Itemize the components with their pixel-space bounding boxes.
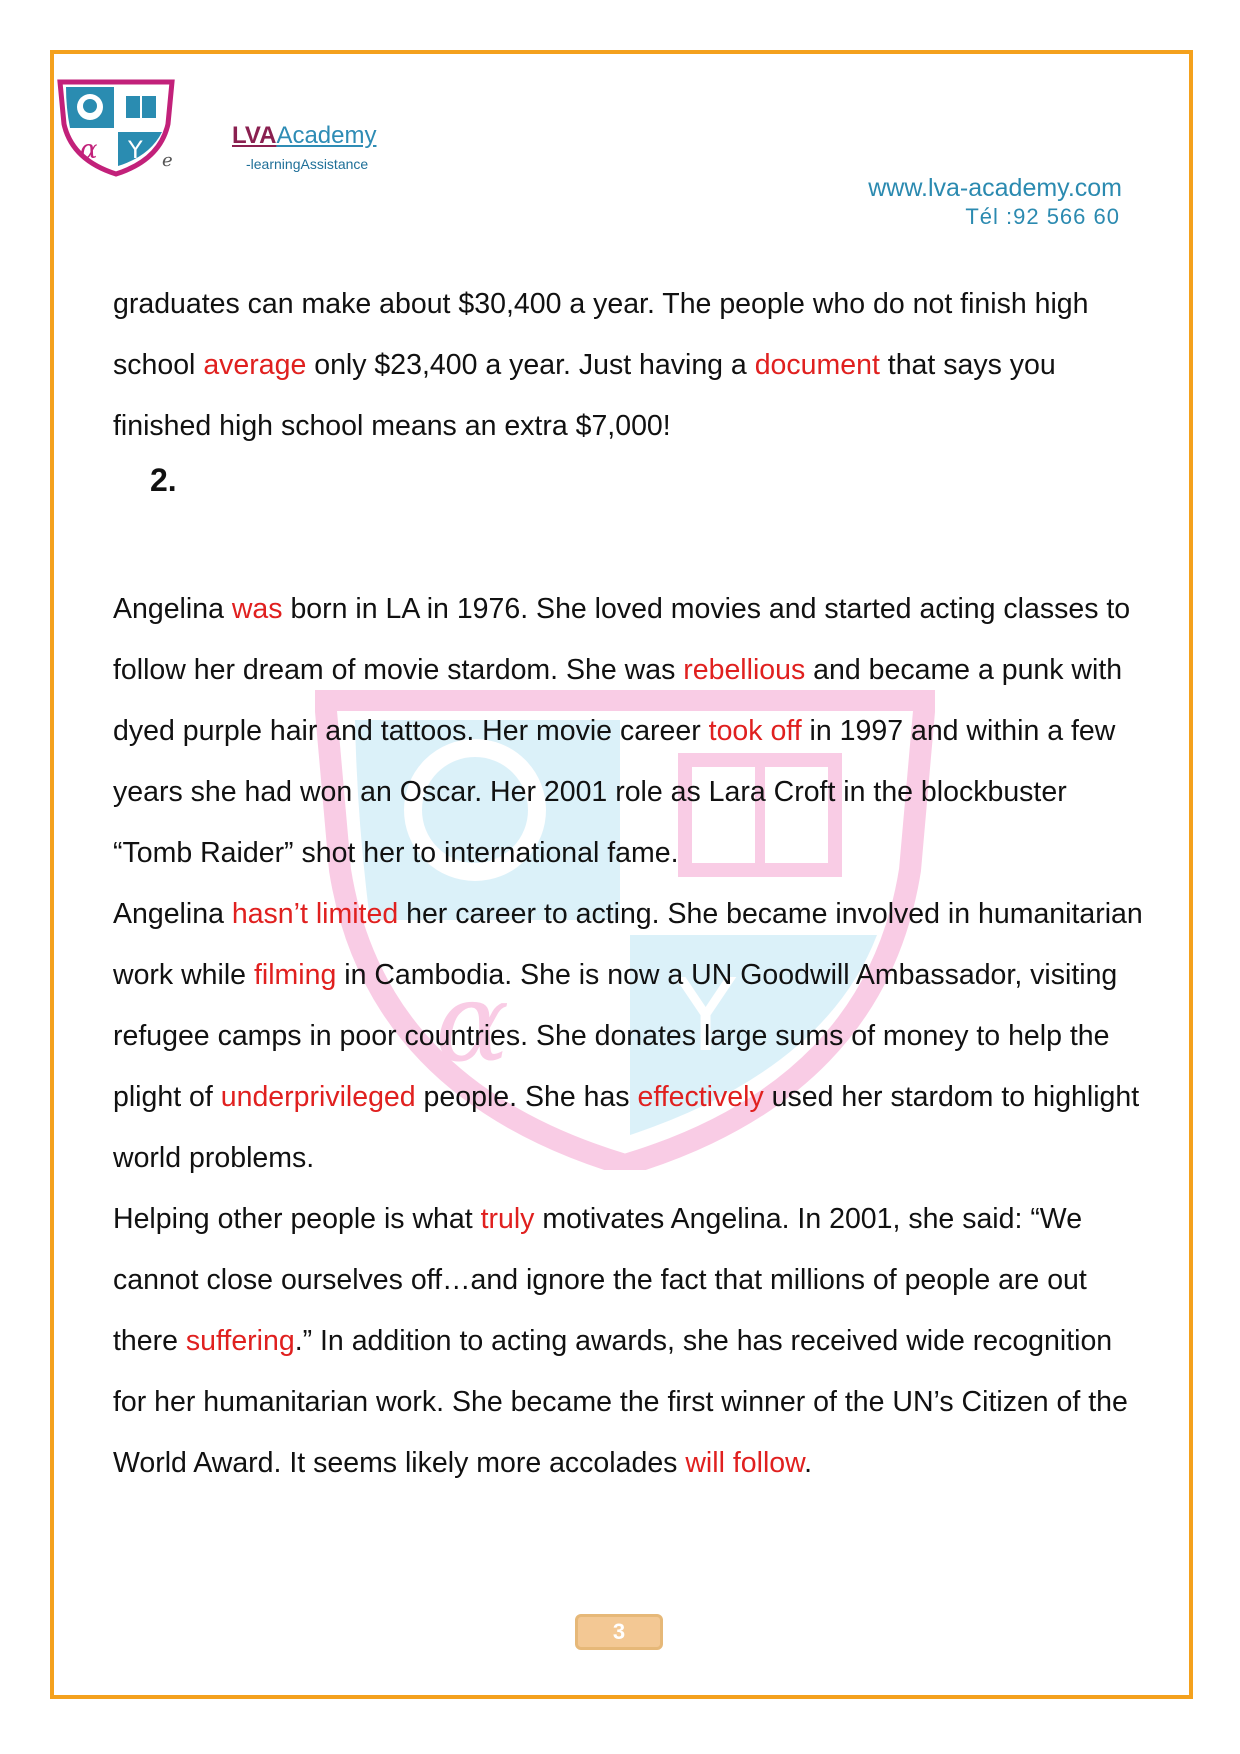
text-run: Angelina bbox=[113, 898, 232, 930]
brand-academy: Academy bbox=[276, 122, 377, 149]
section-number: 2. bbox=[150, 462, 177, 498]
website-link[interactable]: www.lva-academy.com bbox=[868, 174, 1122, 202]
text-run: Angelina bbox=[113, 593, 232, 625]
text-run: that says you finished high school means an extra $7,000! bbox=[113, 349, 1056, 442]
highlighted-word: filming bbox=[253, 959, 337, 991]
text-run: .” In addition to acting awards, she has received wide recognition for her humanitarian work. She became the first winner of the UN’s Citizen of the World Award. It seems likely more accolades bbox=[113, 1325, 1128, 1479]
paragraph-motivation bbox=[113, 1189, 1143, 1494]
text-run: in 1997 and within a few years she had won an Oscar. Her 2001 role as Lara Croft in the blockbuster “Tomb Raider” shot her to international fame. bbox=[113, 715, 1116, 869]
svg-text:Y: Y bbox=[128, 136, 143, 164]
highlighted-word: average bbox=[203, 349, 307, 381]
text-run: only $23,400 a year. Just having a bbox=[306, 349, 755, 381]
highlighted-word: rebellious bbox=[683, 654, 806, 686]
paragraph-humanitarian bbox=[113, 884, 1143, 1189]
text-run: graduates can make about $30,400 a year. The people who do not finish high school bbox=[113, 288, 1089, 381]
academy-logo bbox=[56, 78, 176, 178]
document-body bbox=[113, 274, 1143, 1494]
text-run: people. She has bbox=[415, 1081, 638, 1113]
page-number: 3 bbox=[575, 1614, 663, 1650]
highlighted-word: document bbox=[754, 349, 880, 381]
svg-text:Y: Y bbox=[675, 957, 737, 1074]
text-run: in Cambodia. She is now a UN Goodwill Ambassador, visiting refugee camps in poor countries. She donates large sums of money to help the plight of bbox=[113, 959, 1118, 1113]
highlighted-word: effectively bbox=[637, 1081, 764, 1113]
brand-subtitle: -learningAssistance bbox=[246, 156, 369, 172]
text-run: born in LA in 1976. She loved movies and started acting classes to follow her dream of movie stardom. She was bbox=[113, 593, 1131, 686]
text-run: . bbox=[804, 1447, 813, 1479]
text-run: used her stardom to highlight world problems. bbox=[113, 1081, 1140, 1174]
text-run: Helping other people is what bbox=[113, 1203, 481, 1235]
paragraph-earnings bbox=[113, 274, 1143, 457]
highlighted-word: hasn’t limited bbox=[231, 898, 399, 930]
section-spacer bbox=[113, 457, 1143, 579]
svg-text:α: α bbox=[435, 958, 510, 1086]
highlighted-word: suffering bbox=[185, 1325, 295, 1357]
text-run: motivates Angelina. In 2001, she said: “We cannot close ourselves off…and ignore the fact that millions of people are out there bbox=[113, 1203, 1087, 1357]
text-run: her career to acting. She became involved in humanitarian work while bbox=[113, 898, 1143, 991]
logo-letter: e bbox=[162, 150, 173, 171]
highlighted-word: truly bbox=[480, 1203, 535, 1235]
brand-name bbox=[232, 122, 376, 150]
highlighted-word: was bbox=[231, 593, 283, 625]
brand-lva: LVA bbox=[232, 122, 277, 149]
svg-text:α: α bbox=[80, 135, 98, 165]
highlighted-word: took off bbox=[708, 715, 802, 747]
highlighted-word: will follow bbox=[685, 1447, 805, 1479]
phone-number: Tél :92 566 60 bbox=[965, 204, 1120, 229]
paragraph-angelina-career bbox=[113, 579, 1143, 884]
highlighted-word: underprivileged bbox=[220, 1081, 416, 1113]
text-run: and became a punk with dyed purple hair and tattoos. Her movie career bbox=[113, 654, 1123, 747]
